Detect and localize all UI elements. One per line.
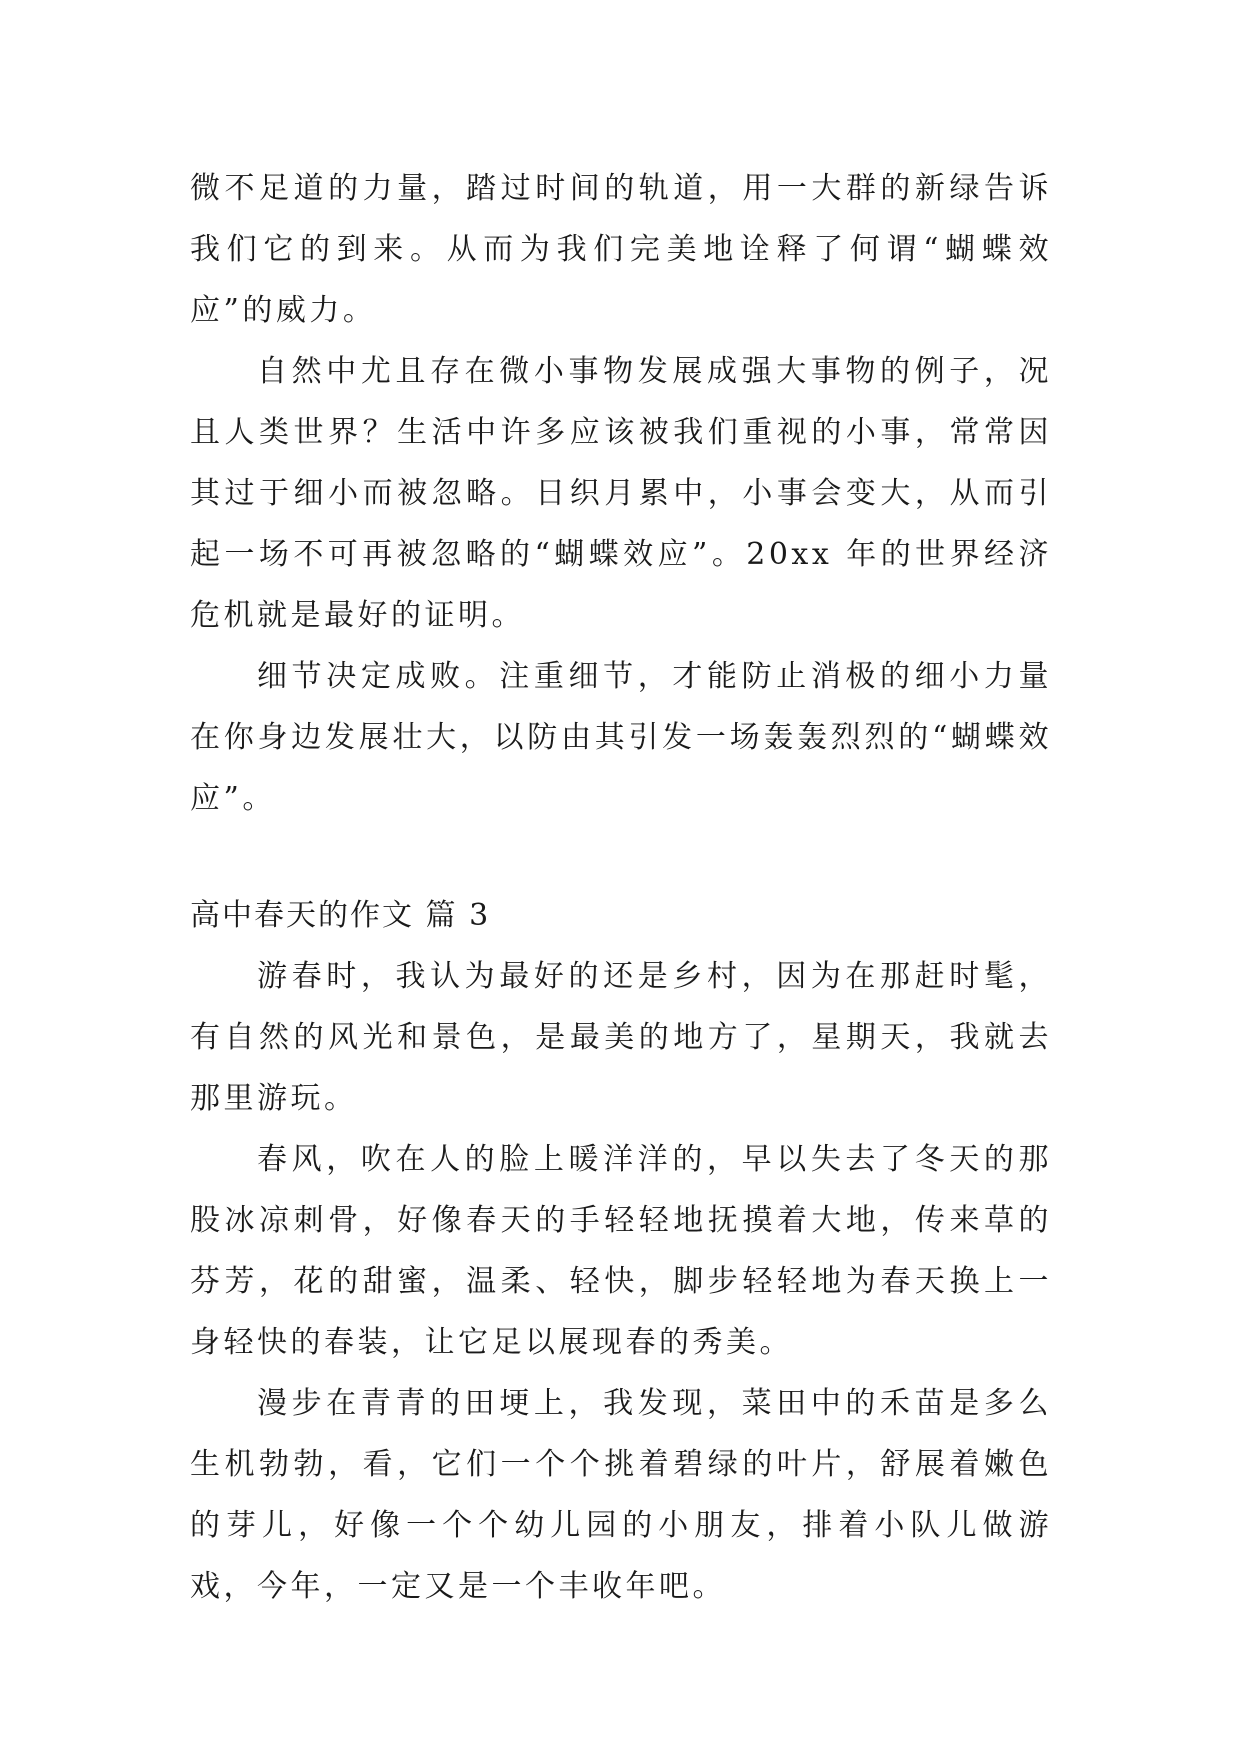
paragraph-continuation: 微不足道的力量，踏过时间的轨道，用一大群的新绿告诉我们它的到来。从而为我们完美地诠释了何谓“蝴蝶效应”的威力。 [190, 171, 1052, 328]
paragraph-field-ridge: 漫步在青青的田埂上，我发现，菜田中的禾苗是多么生机勃勃，看，它们一个个挑着碧绿的叶片，舒展着嫩色的芽儿，好像一个个幼儿园的小朋友，排着小队儿做游戏，今年，一定又是一个丰收年吧。 [190, 1386, 1052, 1604]
section-heading: 高中春天的作文 篇 3 [190, 898, 491, 933]
document-page [190, 158, 1052, 1617]
paragraph-spring-outing: 游春时，我认为最好的还是乡村，因为在那赶时髦，有自然的风光和景色，是最美的地方了，星期天，我就去那里游玩。 [190, 959, 1052, 1116]
paragraph-nature-example: 自然中尤且存在微小事物发展成强大事物的例子，况且人类世界？生活中许多应该被我们重视的小事，常常因其过于细小而被忽略。日织月累中，小事会变大，从而引起一场不可再被忽略的“蝴蝶效应”。20xx 年的世界经济危机就是最好的证明。 [190, 354, 1052, 633]
paragraph-spring-wind: 春风，吹在人的脸上暖洋洋的，早以失去了冬天的那股冰凉刺骨，好像春天的手轻轻地抚摸着大地，传来草的芬芳，花的甜蜜，温柔、轻快，脚步轻轻地为春天换上一身轻快的春装，让它足以展现春的秀美。 [190, 1142, 1052, 1360]
paragraph-details-matter: 细节决定成败。注重细节，才能防止消极的细小力量在你身边发展壮大，以防由其引发一场轰轰烈烈的“蝴蝶效应”。 [190, 659, 1052, 816]
